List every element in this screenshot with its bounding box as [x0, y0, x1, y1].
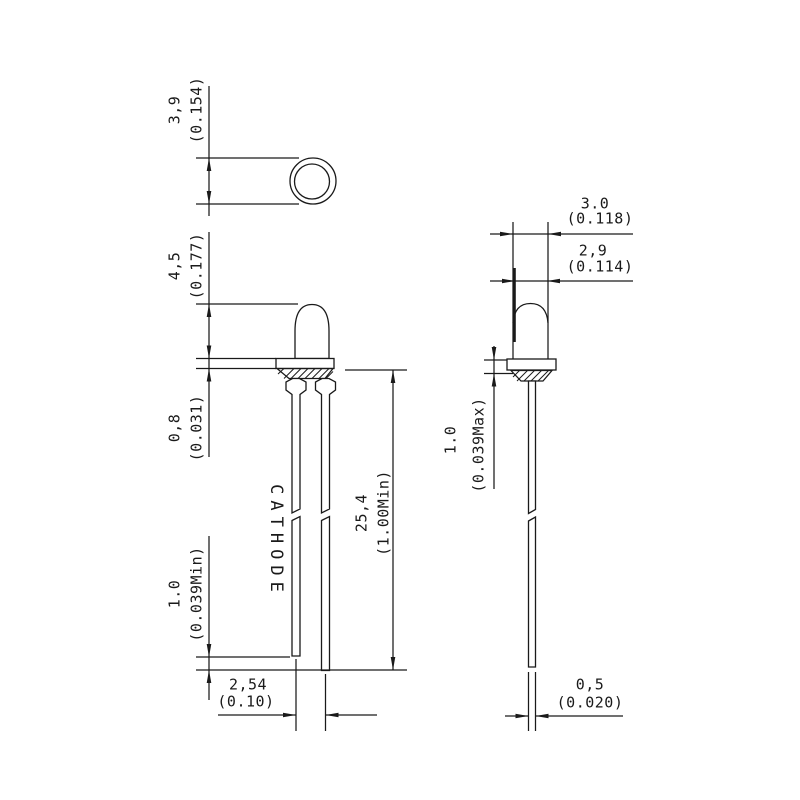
dim-text-inch: (0.154) [187, 76, 206, 144]
side-base-hatch [511, 371, 552, 382]
dim-side-body-diameter [490, 194, 633, 236]
dim-side-standoff [441, 346, 513, 493]
arrowhead-left [536, 714, 549, 719]
dim-text-inch: (0.177) [187, 232, 206, 300]
front-view [266, 305, 335, 671]
front-flange [276, 359, 334, 369]
side-lead-lower [529, 517, 536, 667]
front-anode-lead-upper [316, 379, 336, 514]
arrowhead-down [391, 657, 396, 670]
front-base-hatch [277, 369, 333, 379]
front-epoxy-dome [295, 305, 329, 359]
dim-text-inch: (0.10) [217, 692, 275, 711]
arrowhead-up [391, 370, 396, 383]
arrowhead-up [207, 670, 212, 683]
dim-text-inch: (0.118) [566, 209, 634, 228]
dim-text-mm: 3.0 [580, 194, 610, 213]
dim-front-lead-length [352, 370, 395, 670]
dim-text-mm: 0,5 [575, 675, 605, 694]
dim-side-flat-width [490, 241, 633, 283]
dim-text-inch: (0.039Min) [187, 546, 206, 642]
arrowhead-up [492, 374, 497, 387]
dim-text-mm: 25,4 [352, 493, 371, 533]
front-cathode-lead [286, 379, 306, 657]
arrowhead-right [516, 714, 529, 719]
dim-text-inch: (1.00Min) [374, 470, 393, 556]
front-anode-lead [316, 379, 336, 671]
dim-text-mm: 4,5 [165, 251, 184, 281]
arrowhead-right [283, 713, 296, 718]
arrowhead-down [207, 644, 212, 657]
dim-text-mm: 3,9 [165, 95, 184, 125]
dim-text-mm: 0,8 [165, 413, 184, 443]
dim-front-tip-offset [165, 536, 211, 700]
dim-side-lead-width [505, 672, 623, 731]
dim-text-mm: 2,54 [228, 675, 268, 694]
side-lead [529, 381, 536, 667]
arrowhead-up [207, 158, 212, 171]
arrowhead-down [207, 346, 212, 359]
dim-top-flange-diameter [165, 77, 211, 216]
side-flange [507, 359, 556, 370]
arrowhead-up [207, 304, 212, 317]
dim-text-mm: 1.0 [441, 425, 460, 455]
front-cathode-lead-lower [292, 517, 300, 657]
front-anode-lead-lower [322, 517, 330, 671]
dim-text-mm: 1.0 [165, 579, 184, 609]
arrowhead-down [492, 347, 497, 360]
front-cathode-lead-upper [286, 379, 306, 514]
dim-text-inch: (0.114) [566, 257, 634, 276]
dim-front-body-height [165, 232, 211, 461]
side-dome-arc [513, 304, 548, 324]
dim-text-inch: (0.039Max) [469, 397, 488, 493]
side-base-outline [511, 371, 552, 382]
arrowhead-left [548, 232, 561, 237]
side-lead-upper [529, 381, 536, 514]
cathode-label: CATHODE [266, 484, 287, 598]
top-view-body-circle [295, 164, 330, 199]
dim-text-inch: (0.031) [187, 394, 206, 462]
dim-text-inch: (0.020) [556, 693, 624, 712]
arrowhead-down [207, 191, 212, 204]
arrowhead-right [500, 232, 513, 237]
top-view [196, 158, 336, 204]
arrowhead-left [326, 713, 339, 718]
side-view [507, 222, 556, 667]
arrowhead-left [547, 279, 560, 284]
arrowhead-up [207, 369, 212, 382]
dim-text-mm: 2,9 [578, 241, 608, 260]
